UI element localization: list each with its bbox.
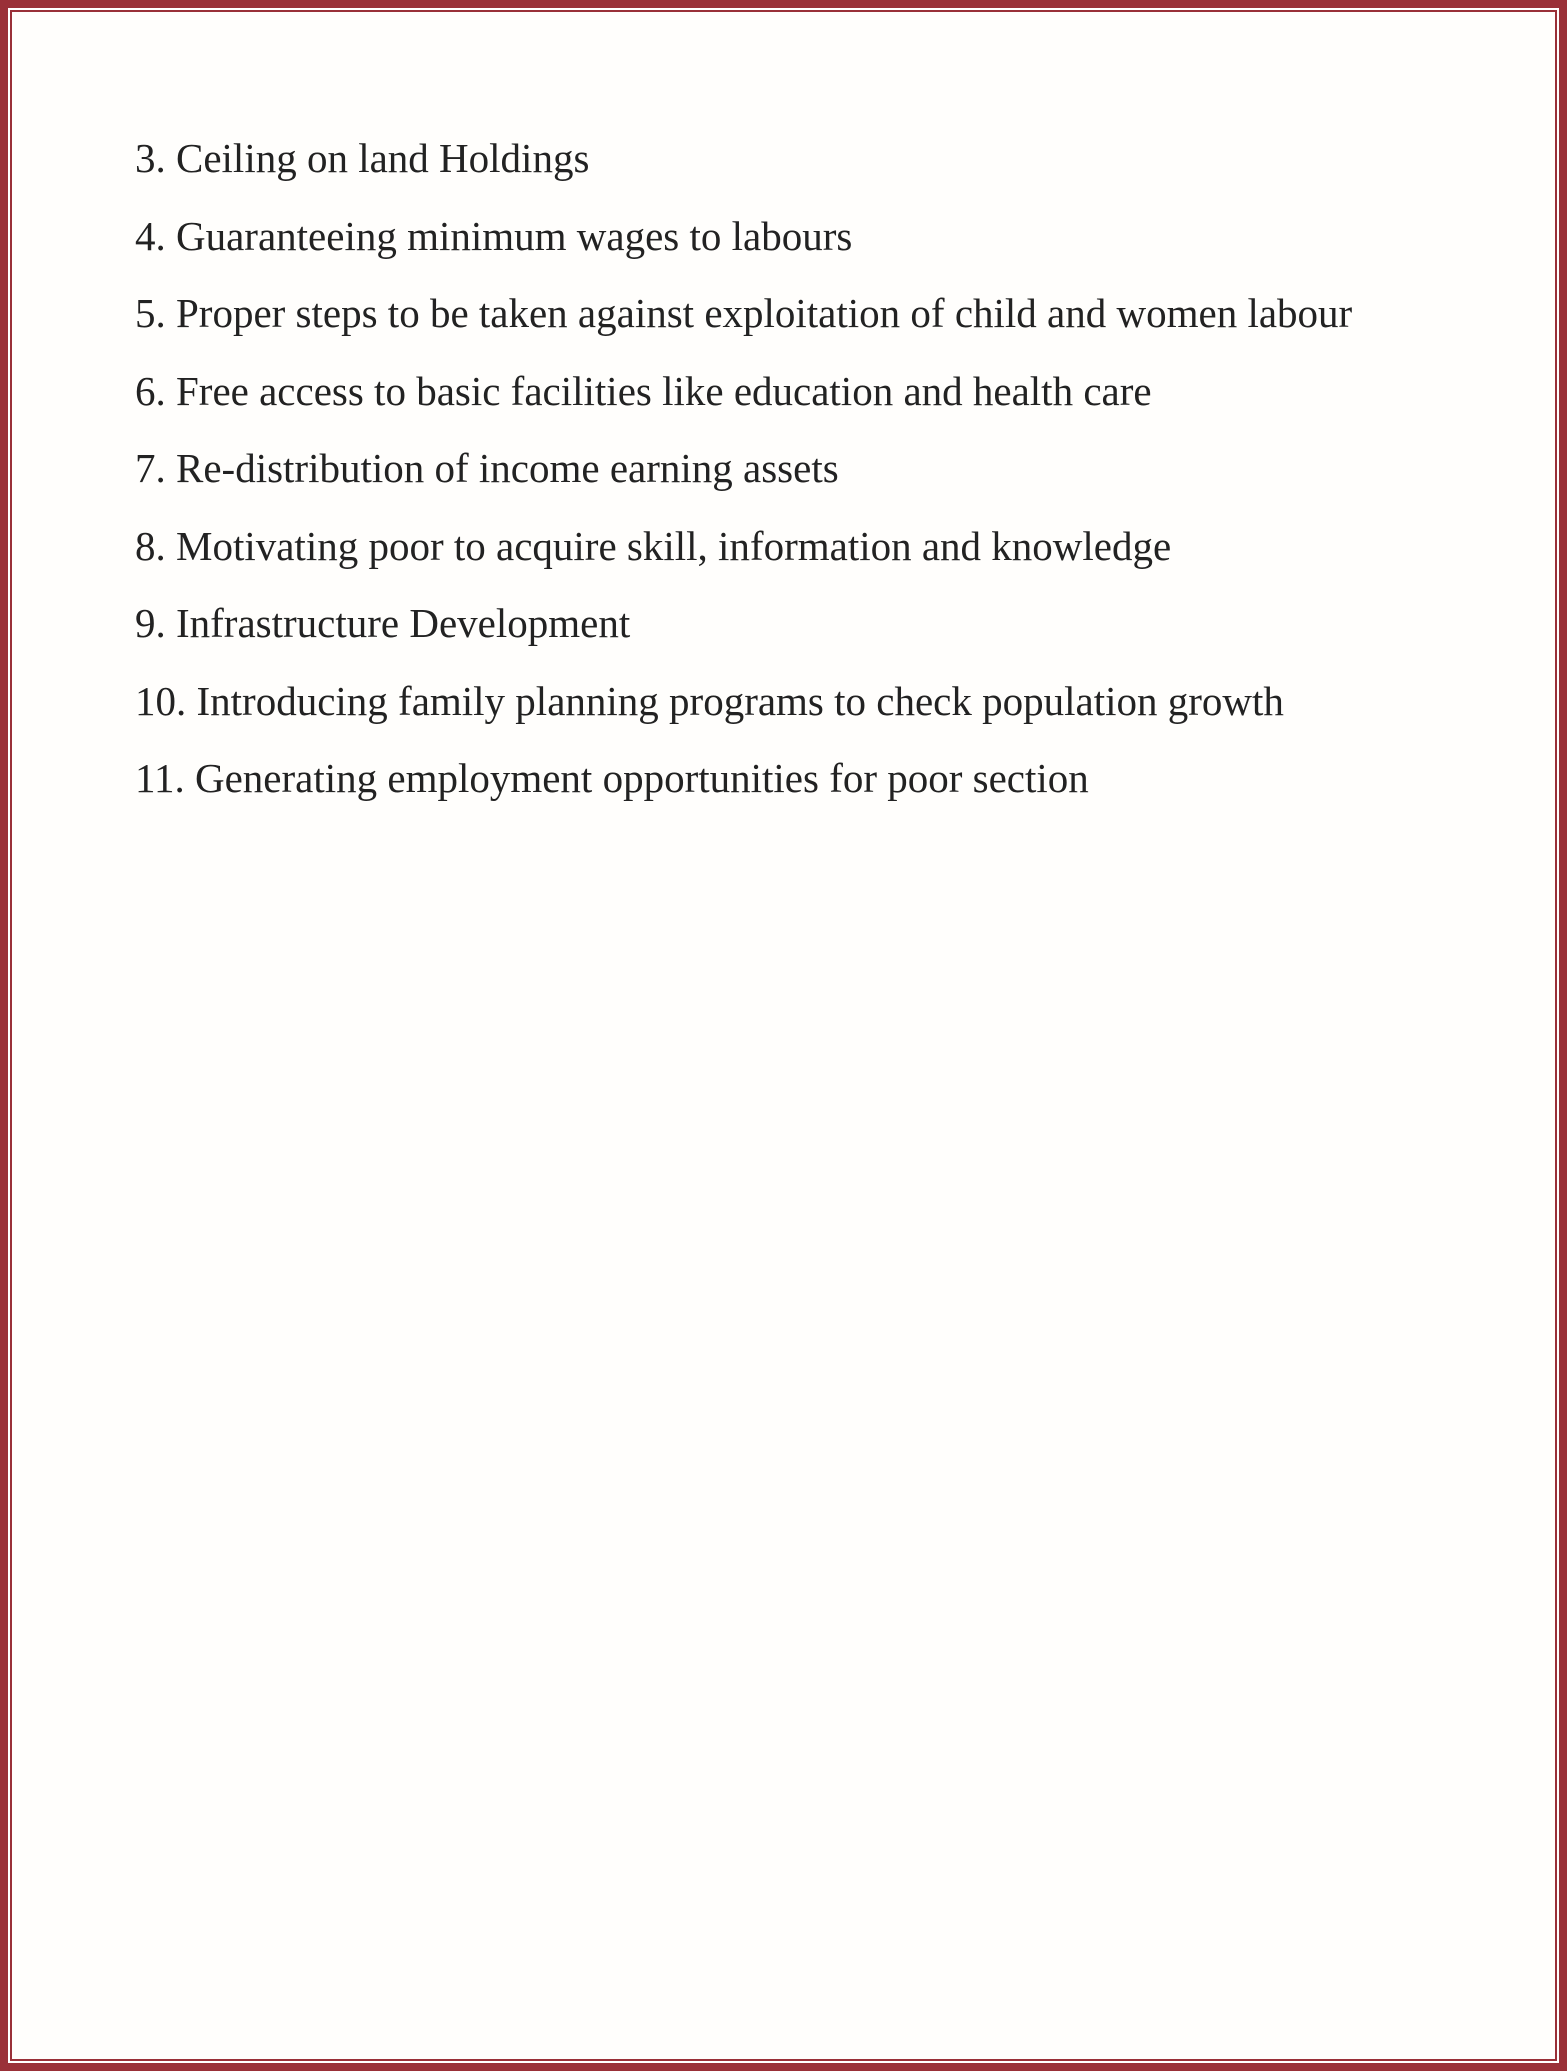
list-item: 9. Infrastructure Development	[135, 600, 631, 646]
list-item: 5. Proper steps to be taken against exploitation of child and women labour	[135, 290, 1353, 336]
list-item: 6. Free access to basic facilities like education and health care	[135, 367, 1152, 414]
list-item: 11. Generating employment opportunities for poor section	[135, 755, 1089, 801]
list-item: 4. Guaranteeing minimum wages to labours	[135, 212, 853, 259]
list-item: 7. Re-distribution of income earning assets	[135, 445, 839, 491]
list-item: 3. Ceiling on land Holdings	[135, 135, 590, 181]
list-item: 10. Introducing family planning programs to check population growth	[135, 677, 1284, 724]
measures-list	[135, 131, 1435, 829]
list-item: 8. Motivating poor to acquire skill, information and knowledge	[135, 522, 1172, 569]
